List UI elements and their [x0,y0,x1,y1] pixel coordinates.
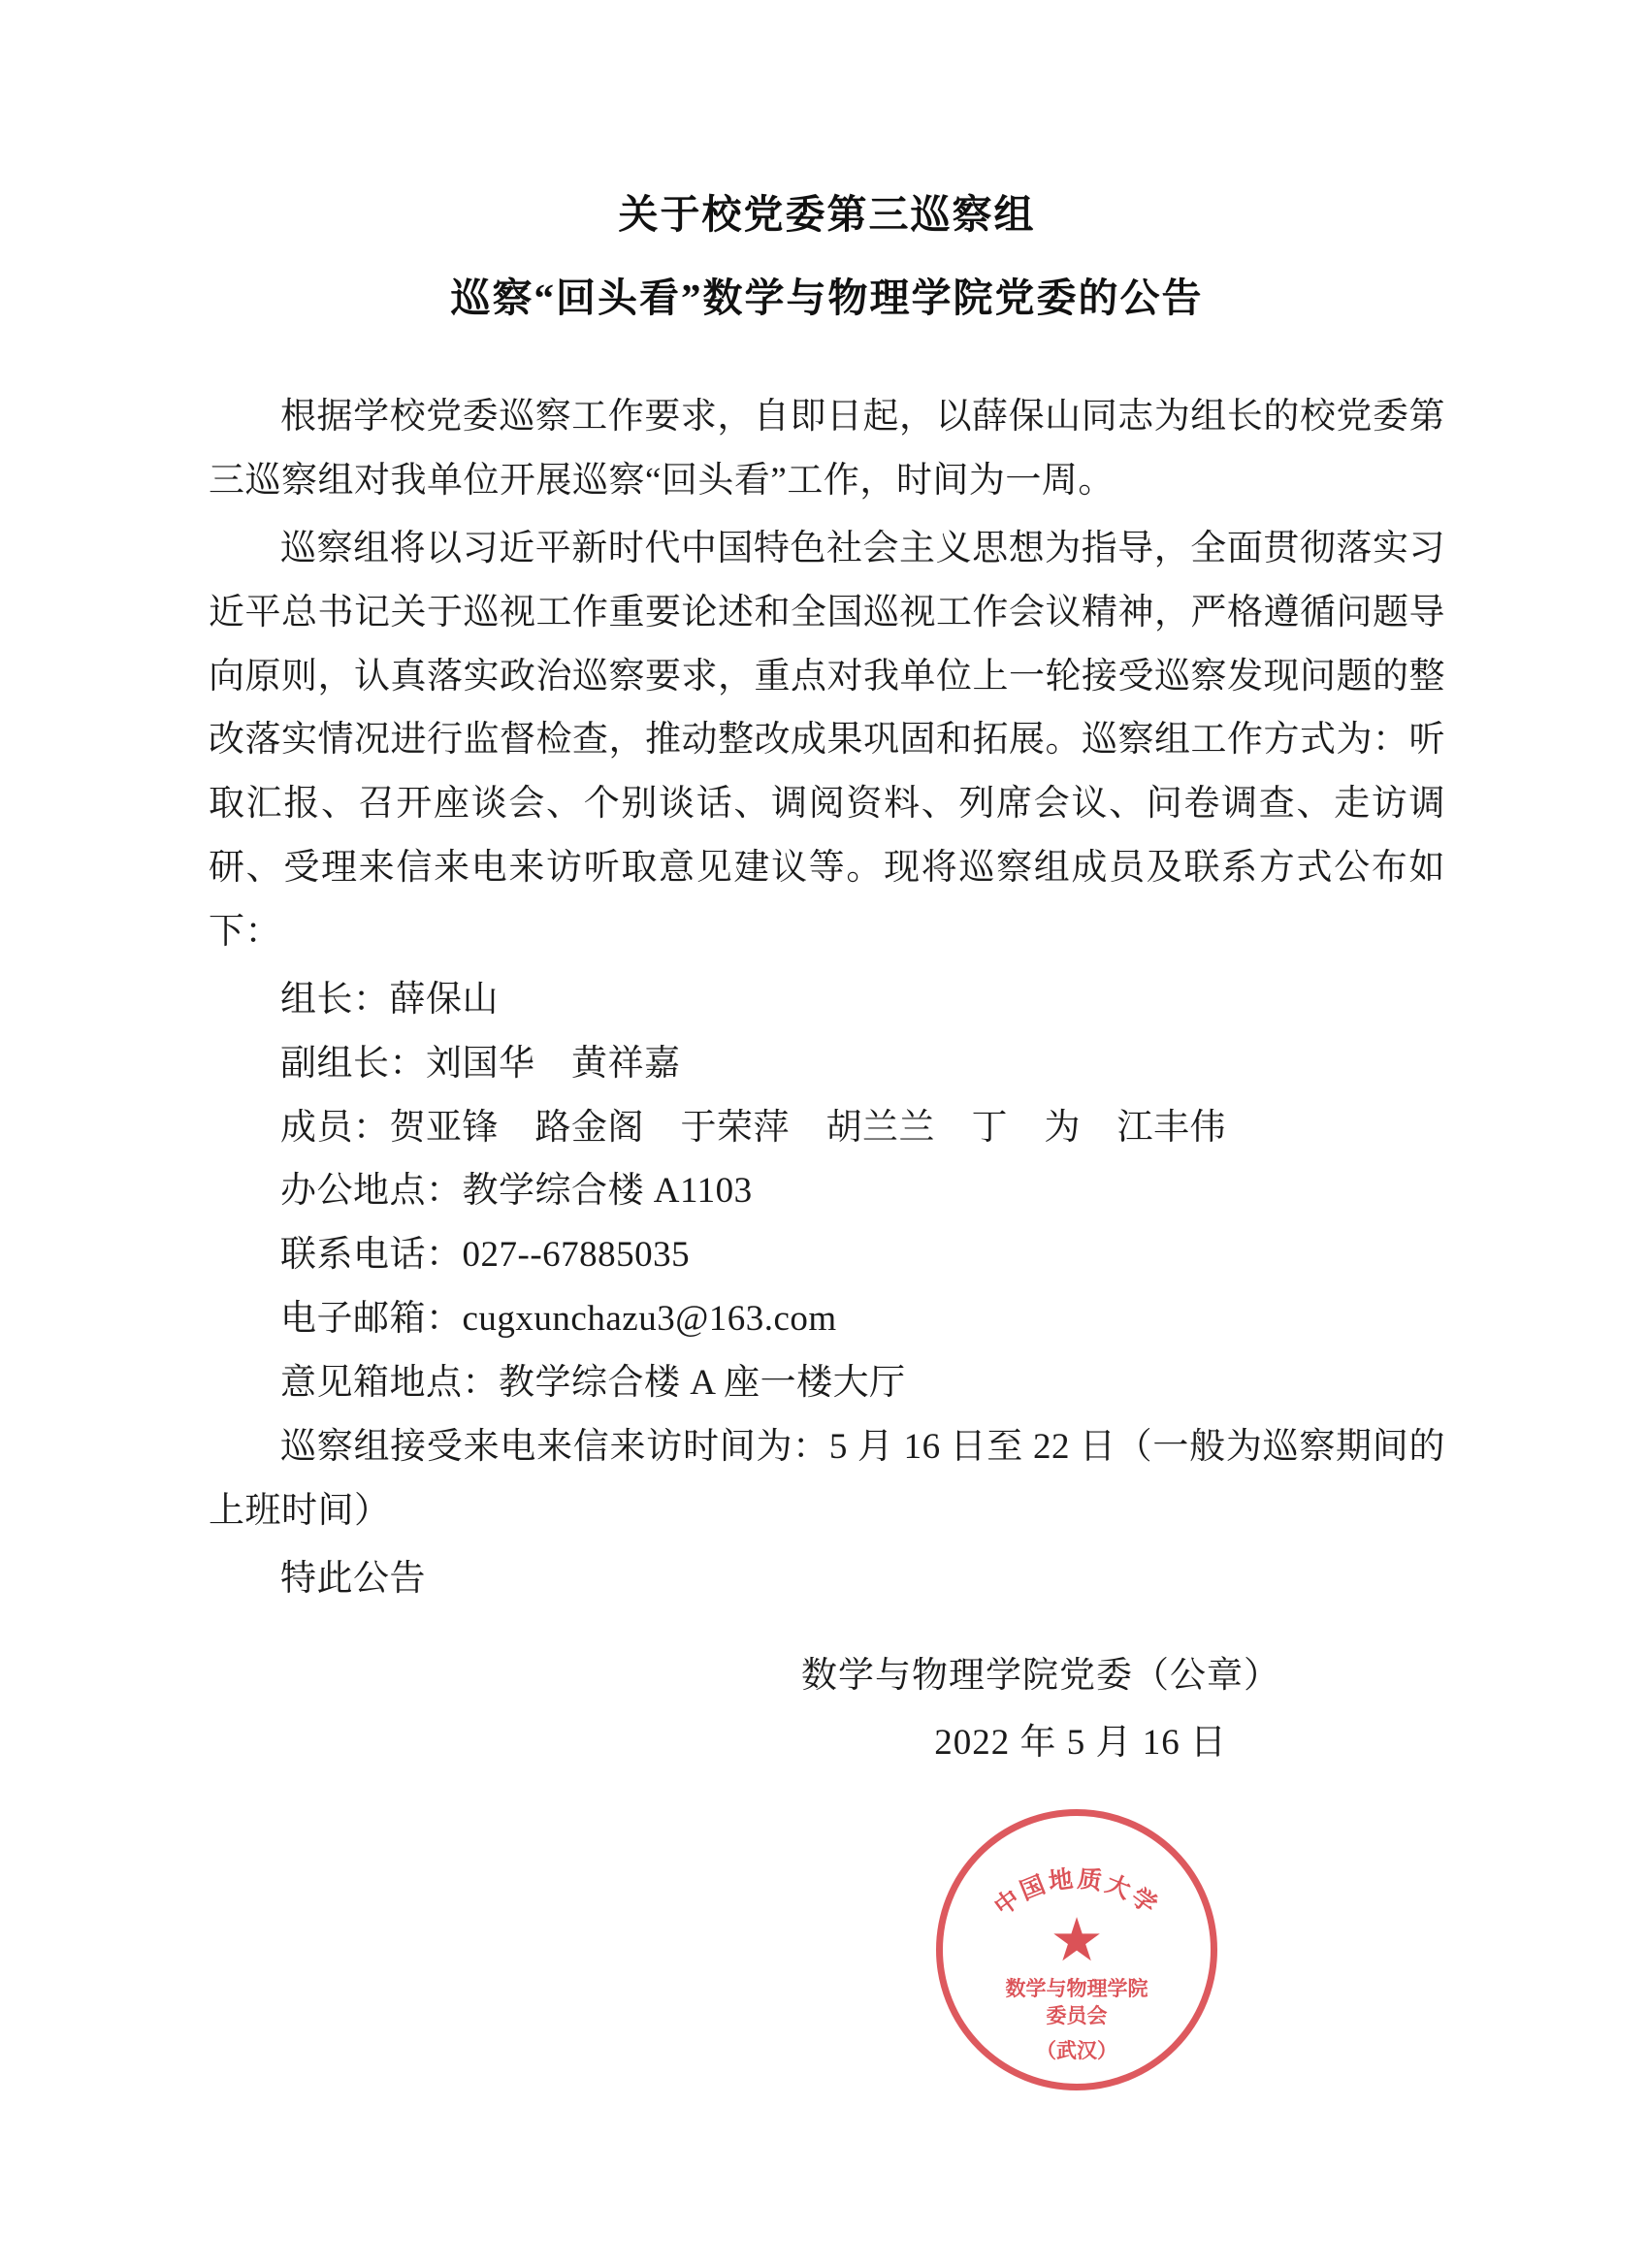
info-line-members: 成员：贺亚锋 路金阁 于荣萍 胡兰兰 丁 为 江丰伟 [280,1107,1226,1148]
signature-date: 2022 年 5 月 16 日 [934,1722,1227,1763]
paragraph-1: 根据学校党委巡察工作要求，自即日起，以薛保山同志为组长的校党委第三巡察组对我单位开展巡察“回头看”工作，时间为一周。 [209,397,1445,501]
title-line-1: 关于校党委第三巡察组 [618,192,1036,237]
info-line-suggestion-box: 意见箱地点：教学综合楼 A 座一楼大厅 [280,1362,906,1403]
info-line-email: 电子邮箱：cugxunchazu3@163.com [280,1299,837,1340]
signature-block [209,1643,1445,1776]
info-line-office-location: 办公地点：教学综合楼 A1103 [280,1171,753,1212]
seal-bottom-line-1: 数学与物理学院 [1005,1978,1148,2000]
info-line-deputy-leaders: 副组长：刘国华 黄祥嘉 [280,1043,681,1084]
paragraph-2: 巡察组将以习近平新时代中国特色社会主义思想为指导，全面贯彻落实习近平总书记关于巡视工作重要论述和全国巡视工作会议精神，严格遵循问题导向原则，认真落实政治巡察要求，重点对我单位上一轮接受巡察发现问题的整改落实情况进行监督检查，推动整改成果巩固和拓展。巡察组工作方式为：听取汇报、召开座谈会、个别谈话、调阅资料、列席会议、问卷调查、走访调研、受理来信来电来访听取意见建议等。现将巡察组成员及联系方式公布如下： [209,528,1445,952]
seal-bottom-line-2: 委员会 [1046,2005,1108,2028]
svg-text:中国地质大学 [989,1864,1164,1921]
document-title [209,184,1445,329]
official-seal-stamp [936,1809,1217,2090]
title-line-2: 巡察“回头看”数学与物理学院党委的公告 [450,275,1204,320]
seal-star-icon: ★ [1050,1908,1104,1975]
seal-bottom-text [936,1976,1217,2031]
seal-outer-ring [936,1809,1217,2090]
info-line-phone: 联系电话：027--67885035 [280,1235,691,1276]
info-line-leader: 组长：薛保山 [280,979,499,1020]
document-body [209,385,1445,1610]
seal-arc-text [936,1809,1217,2090]
paragraph-reception-time: 巡察组接受来电来信来访时间为：5 月 16 日至 22 日（一般为巡察期间的上班时间） [209,1426,1445,1531]
seal-top-text: 中国地质大学 [989,1864,1164,1922]
paragraph-final-note: 特此公告 [280,1558,426,1599]
seal-city-text: （武汉） [1036,2040,1117,2062]
signature-organization: 数学与物理学院党委（公章） [801,1656,1280,1697]
